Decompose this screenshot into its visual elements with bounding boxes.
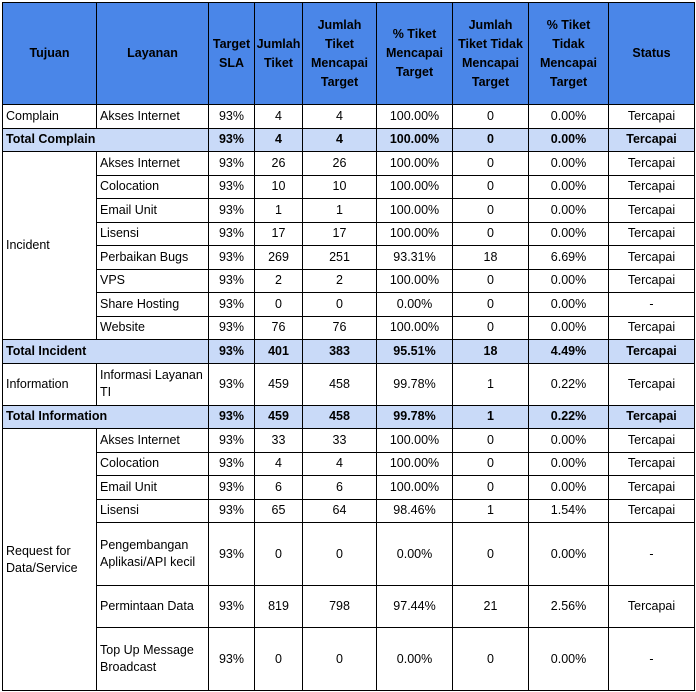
cell-sla: 93% bbox=[209, 452, 255, 476]
cell-tidak: 0 bbox=[453, 452, 529, 476]
cell-mencapai: 0 bbox=[303, 293, 377, 317]
cell-sla: 93% bbox=[209, 269, 255, 293]
cell-mencapai: 10 bbox=[303, 175, 377, 199]
cell-sla: 93% bbox=[209, 586, 255, 628]
cell-pct-tidak: 0.00% bbox=[529, 523, 609, 586]
cell-status: Tercapai bbox=[609, 199, 695, 223]
cell-tidak: 0 bbox=[453, 316, 529, 340]
cell-layanan: Permintaan Data bbox=[97, 586, 209, 628]
cell-tidak: 0 bbox=[453, 269, 529, 293]
cell-pct-mencapai: 100.00% bbox=[377, 452, 453, 476]
total-jumlah: 4 bbox=[255, 128, 303, 152]
cell-status: - bbox=[609, 293, 695, 317]
table-row bbox=[3, 269, 695, 293]
cell-pct-mencapai: 100.00% bbox=[377, 429, 453, 453]
cell-tidak: 21 bbox=[453, 586, 529, 628]
cell-sla: 93% bbox=[209, 246, 255, 270]
cell-jumlah: 459 bbox=[255, 363, 303, 405]
cell-tidak: 0 bbox=[453, 628, 529, 691]
cell-sla: 93% bbox=[209, 293, 255, 317]
cell-status: Tercapai bbox=[609, 316, 695, 340]
total-status: Tercapai bbox=[609, 340, 695, 364]
cell-tidak: 0 bbox=[453, 199, 529, 223]
cell-pct-mencapai: 100.00% bbox=[377, 222, 453, 246]
cell-pct-tidak: 0.00% bbox=[529, 476, 609, 500]
cell-pct-mencapai: 99.78% bbox=[377, 363, 453, 405]
cell-pct-mencapai: 0.00% bbox=[377, 293, 453, 317]
table-row bbox=[3, 586, 695, 628]
cell-pct-mencapai: 93.31% bbox=[377, 246, 453, 270]
cell-pct-tidak: 0.00% bbox=[529, 199, 609, 223]
cell-pct-tidak: 0.00% bbox=[529, 175, 609, 199]
cell-tidak: 1 bbox=[453, 499, 529, 523]
header-target-sla: Target SLA bbox=[209, 3, 255, 105]
cell-layanan: Email Unit bbox=[97, 476, 209, 500]
cell-sla: 93% bbox=[209, 316, 255, 340]
cell-pct-tidak: 0.00% bbox=[529, 628, 609, 691]
cell-sla: 93% bbox=[209, 476, 255, 500]
cell-layanan: Lisensi bbox=[97, 222, 209, 246]
header-row bbox=[3, 3, 695, 105]
total-pct-tidak: 0.00% bbox=[529, 128, 609, 152]
cell-mencapai: 64 bbox=[303, 499, 377, 523]
table-row bbox=[3, 293, 695, 317]
cell-pct-mencapai: 100.00% bbox=[377, 476, 453, 500]
cell-layanan: Pengembangan Aplikasi/API kecil bbox=[97, 523, 209, 586]
cell-sla: 93% bbox=[209, 105, 255, 129]
cell-mencapai: 4 bbox=[303, 105, 377, 129]
cell-layanan: Top Up Message Broadcast bbox=[97, 628, 209, 691]
cell-jumlah: 76 bbox=[255, 316, 303, 340]
total-sla: 93% bbox=[209, 340, 255, 364]
cell-status: Tercapai bbox=[609, 429, 695, 453]
cell-jumlah: 17 bbox=[255, 222, 303, 246]
cell-status: Tercapai bbox=[609, 175, 695, 199]
table-row bbox=[3, 199, 695, 223]
total-mencapai: 4 bbox=[303, 128, 377, 152]
cell-pct-tidak: 0.00% bbox=[529, 429, 609, 453]
group-complain: Complain bbox=[3, 105, 97, 129]
table-row bbox=[3, 523, 695, 586]
group-request: Request for Data/Service bbox=[3, 429, 97, 691]
total-label: Total Information bbox=[3, 405, 209, 429]
cell-jumlah: 65 bbox=[255, 499, 303, 523]
cell-jumlah: 0 bbox=[255, 293, 303, 317]
cell-jumlah: 6 bbox=[255, 476, 303, 500]
cell-jumlah: 1 bbox=[255, 199, 303, 223]
cell-layanan: Website bbox=[97, 316, 209, 340]
cell-pct-tidak: 0.00% bbox=[529, 316, 609, 340]
cell-jumlah: 4 bbox=[255, 452, 303, 476]
cell-jumlah: 269 bbox=[255, 246, 303, 270]
cell-sla: 93% bbox=[209, 222, 255, 246]
total-row-complain bbox=[3, 128, 695, 152]
cell-jumlah: 4 bbox=[255, 105, 303, 129]
total-status: Tercapai bbox=[609, 405, 695, 429]
cell-layanan: Lisensi bbox=[97, 499, 209, 523]
cell-tidak: 1 bbox=[453, 363, 529, 405]
cell-pct-mencapai: 100.00% bbox=[377, 199, 453, 223]
total-sla: 93% bbox=[209, 405, 255, 429]
table-row bbox=[3, 246, 695, 270]
header-pct-tidak: % Tiket Tidak Mencapai Target bbox=[529, 3, 609, 105]
cell-layanan: Email Unit bbox=[97, 199, 209, 223]
cell-pct-tidak: 0.00% bbox=[529, 152, 609, 176]
cell-mencapai: 1 bbox=[303, 199, 377, 223]
cell-status: Tercapai bbox=[609, 222, 695, 246]
cell-mencapai: 0 bbox=[303, 523, 377, 586]
cell-pct-tidak: 1.54% bbox=[529, 499, 609, 523]
cell-mencapai: 251 bbox=[303, 246, 377, 270]
group-incident: Incident bbox=[3, 152, 97, 340]
cell-jumlah: 0 bbox=[255, 523, 303, 586]
cell-sla: 93% bbox=[209, 363, 255, 405]
table-row bbox=[3, 476, 695, 500]
total-pct-mencapai: 100.00% bbox=[377, 128, 453, 152]
table-row bbox=[3, 175, 695, 199]
table-row bbox=[3, 628, 695, 691]
cell-sla: 93% bbox=[209, 628, 255, 691]
cell-jumlah: 2 bbox=[255, 269, 303, 293]
cell-tidak: 0 bbox=[453, 429, 529, 453]
cell-status: Tercapai bbox=[609, 499, 695, 523]
total-row-information bbox=[3, 405, 695, 429]
cell-mencapai: 33 bbox=[303, 429, 377, 453]
cell-mencapai: 17 bbox=[303, 222, 377, 246]
cell-status: Tercapai bbox=[609, 269, 695, 293]
table-row bbox=[3, 363, 695, 405]
cell-layanan: Colocation bbox=[97, 452, 209, 476]
cell-layanan: Akses Internet bbox=[97, 152, 209, 176]
cell-mencapai: 798 bbox=[303, 586, 377, 628]
cell-layanan: Akses Internet bbox=[97, 429, 209, 453]
cell-pct-tidak: 6.69% bbox=[529, 246, 609, 270]
cell-status: Tercapai bbox=[609, 105, 695, 129]
header-layanan: Layanan bbox=[97, 3, 209, 105]
header-jumlah-tidak: Jumlah Tiket Tidak Mencapai Target bbox=[453, 3, 529, 105]
cell-tidak: 0 bbox=[453, 152, 529, 176]
cell-pct-mencapai: 100.00% bbox=[377, 105, 453, 129]
cell-status: Tercapai bbox=[609, 363, 695, 405]
cell-pct-tidak: 2.56% bbox=[529, 586, 609, 628]
header-jumlah-mencapai: Jumlah Tiket Mencapai Target bbox=[303, 3, 377, 105]
cell-tidak: 0 bbox=[453, 476, 529, 500]
cell-jumlah: 0 bbox=[255, 628, 303, 691]
table-row bbox=[3, 105, 695, 129]
cell-layanan: Perbaikan Bugs bbox=[97, 246, 209, 270]
cell-tidak: 18 bbox=[453, 246, 529, 270]
total-jumlah: 401 bbox=[255, 340, 303, 364]
cell-pct-mencapai: 0.00% bbox=[377, 628, 453, 691]
cell-status: - bbox=[609, 628, 695, 691]
table-row bbox=[3, 452, 695, 476]
table-row bbox=[3, 222, 695, 246]
header-jumlah-tiket: Jumlah Tiket bbox=[255, 3, 303, 105]
cell-pct-tidak: 0.00% bbox=[529, 293, 609, 317]
table-row bbox=[3, 152, 695, 176]
cell-pct-mencapai: 100.00% bbox=[377, 152, 453, 176]
cell-tidak: 0 bbox=[453, 105, 529, 129]
cell-status: Tercapai bbox=[609, 152, 695, 176]
cell-tidak: 0 bbox=[453, 293, 529, 317]
sla-ticket-table bbox=[2, 2, 695, 691]
cell-jumlah: 10 bbox=[255, 175, 303, 199]
cell-layanan: Informasi Layanan TI bbox=[97, 363, 209, 405]
cell-status: Tercapai bbox=[609, 586, 695, 628]
cell-pct-mencapai: 100.00% bbox=[377, 269, 453, 293]
total-row-incident bbox=[3, 340, 695, 364]
cell-status: Tercapai bbox=[609, 476, 695, 500]
header-status: Status bbox=[609, 3, 695, 105]
table-row bbox=[3, 499, 695, 523]
table-row bbox=[3, 429, 695, 453]
cell-pct-tidak: 0.22% bbox=[529, 363, 609, 405]
table-row bbox=[3, 316, 695, 340]
cell-mencapai: 26 bbox=[303, 152, 377, 176]
cell-sla: 93% bbox=[209, 199, 255, 223]
total-tidak: 0 bbox=[453, 128, 529, 152]
cell-mencapai: 76 bbox=[303, 316, 377, 340]
total-label: Total Incident bbox=[3, 340, 209, 364]
cell-pct-tidak: 0.00% bbox=[529, 269, 609, 293]
cell-sla: 93% bbox=[209, 499, 255, 523]
cell-mencapai: 2 bbox=[303, 269, 377, 293]
cell-pct-mencapai: 98.46% bbox=[377, 499, 453, 523]
cell-tidak: 0 bbox=[453, 523, 529, 586]
total-pct-mencapai: 95.51% bbox=[377, 340, 453, 364]
cell-sla: 93% bbox=[209, 523, 255, 586]
cell-jumlah: 819 bbox=[255, 586, 303, 628]
total-label: Total Complain bbox=[3, 128, 209, 152]
cell-tidak: 0 bbox=[453, 175, 529, 199]
cell-pct-tidak: 0.00% bbox=[529, 222, 609, 246]
total-sla: 93% bbox=[209, 128, 255, 152]
total-pct-mencapai: 99.78% bbox=[377, 405, 453, 429]
total-pct-tidak: 0.22% bbox=[529, 405, 609, 429]
cell-mencapai: 6 bbox=[303, 476, 377, 500]
cell-tidak: 0 bbox=[453, 222, 529, 246]
cell-mencapai: 4 bbox=[303, 452, 377, 476]
cell-pct-mencapai: 0.00% bbox=[377, 523, 453, 586]
cell-layanan: VPS bbox=[97, 269, 209, 293]
cell-pct-tidak: 0.00% bbox=[529, 105, 609, 129]
cell-mencapai: 0 bbox=[303, 628, 377, 691]
cell-mencapai: 458 bbox=[303, 363, 377, 405]
cell-pct-tidak: 0.00% bbox=[529, 452, 609, 476]
cell-layanan: Share Hosting bbox=[97, 293, 209, 317]
total-tidak: 18 bbox=[453, 340, 529, 364]
cell-sla: 93% bbox=[209, 175, 255, 199]
cell-pct-mencapai: 97.44% bbox=[377, 586, 453, 628]
cell-layanan: Colocation bbox=[97, 175, 209, 199]
cell-layanan: Akses Internet bbox=[97, 105, 209, 129]
total-mencapai: 458 bbox=[303, 405, 377, 429]
cell-sla: 93% bbox=[209, 429, 255, 453]
cell-sla: 93% bbox=[209, 152, 255, 176]
cell-jumlah: 33 bbox=[255, 429, 303, 453]
header-pct-mencapai: % Tiket Mencapai Target bbox=[377, 3, 453, 105]
group-information: Information bbox=[3, 363, 97, 405]
cell-status: Tercapai bbox=[609, 246, 695, 270]
total-tidak: 1 bbox=[453, 405, 529, 429]
header-tujuan: Tujuan bbox=[3, 3, 97, 105]
total-status: Tercapai bbox=[609, 128, 695, 152]
cell-status: Tercapai bbox=[609, 452, 695, 476]
cell-pct-mencapai: 100.00% bbox=[377, 175, 453, 199]
cell-jumlah: 26 bbox=[255, 152, 303, 176]
cell-status: - bbox=[609, 523, 695, 586]
total-jumlah: 459 bbox=[255, 405, 303, 429]
cell-pct-mencapai: 100.00% bbox=[377, 316, 453, 340]
total-pct-tidak: 4.49% bbox=[529, 340, 609, 364]
total-mencapai: 383 bbox=[303, 340, 377, 364]
